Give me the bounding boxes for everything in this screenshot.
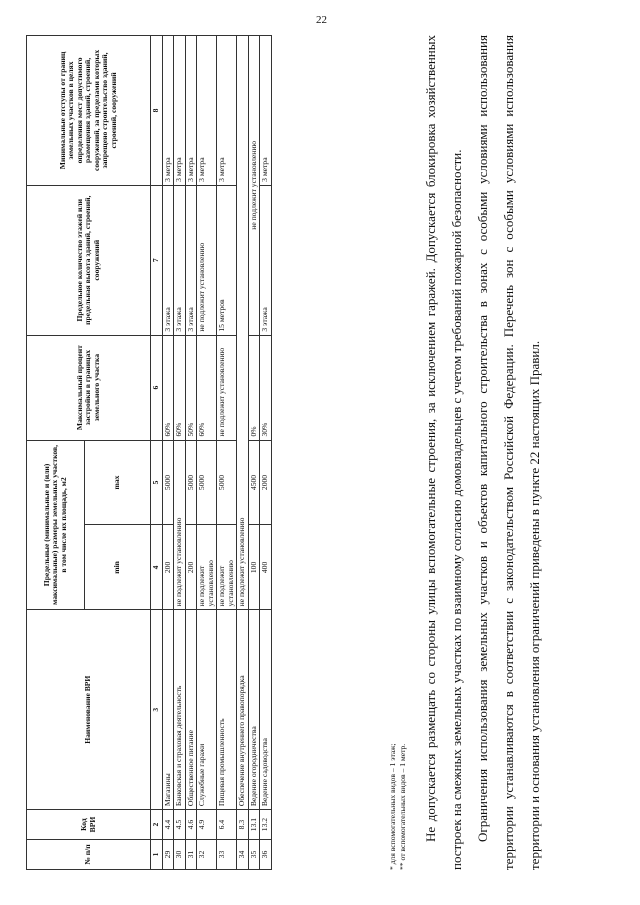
row-size-span: не подлежит установлению <box>174 440 186 610</box>
row-setback: 3 метра <box>162 36 174 186</box>
header-setback: Минимальные отступы от границ земельных участков в целях определения мест допустимого размещения зданий, строений, сооружений, за пределами которых запрещено строительство зданий, строений, сооружений <box>27 36 151 186</box>
row-setback: 3 метра <box>174 36 186 186</box>
page-number: 22 <box>316 14 327 26</box>
table-row <box>174 36 186 870</box>
index-cell: 2 <box>151 810 163 840</box>
paragraph: Не допускается размещать со стороны улицы вспомогательные строения, за исключением гаражей. Допускается блокировка хозяйственных построек на смежных земельных участках по взаимному согласию домовладельцев с учетом требований пожарной безопасности. <box>423 35 464 870</box>
table-row <box>217 36 237 870</box>
row-num: 30 <box>174 840 186 870</box>
row-percent: 60% <box>162 335 174 440</box>
header-max: max <box>85 440 151 525</box>
row-min: 200 <box>185 525 197 610</box>
row-num: 34 <box>237 840 249 870</box>
header-name: Наименование ВРИ <box>27 610 151 810</box>
row-min: 400 <box>260 525 272 610</box>
row-min: не подлежит установлению <box>197 525 217 610</box>
row-code: 4.4 <box>162 810 174 840</box>
row-num: 29 <box>162 840 174 870</box>
row-code: 13.2 <box>260 810 272 840</box>
table-row <box>248 36 260 870</box>
row-percent: 50% <box>185 335 197 440</box>
row-name: Служебные гаражи <box>197 610 217 810</box>
column-index-row <box>151 36 163 870</box>
row-name: Ведение садоводства <box>260 610 272 810</box>
row-num: 33 <box>217 840 237 870</box>
index-cell: 1 <box>151 840 163 870</box>
row-max: 5000 <box>217 440 237 525</box>
row-percent: 60% <box>197 335 217 440</box>
row-all-span: не подлежит установлению <box>237 36 249 610</box>
row-setback: 3 метра <box>217 36 237 186</box>
footnote: ** от вспомогательных видов – 1 метр. <box>397 743 407 870</box>
body-text <box>418 35 548 870</box>
row-max: 4500 <box>248 440 260 525</box>
table-row <box>237 36 249 870</box>
header-floors: Предельное количество этажей или предельная высота зданий, строений, сооружений <box>27 185 151 335</box>
table-row <box>260 36 272 870</box>
row-percent: 0% <box>248 335 260 440</box>
row-tail-span: не подлежит установлению <box>248 36 260 336</box>
table-row <box>185 36 197 870</box>
table-row <box>162 36 174 870</box>
row-min: 200 <box>162 525 174 610</box>
row-name: Пищевая промышленность <box>217 610 237 810</box>
row-name: Банковская и страховая деятельность <box>174 610 186 810</box>
row-floors: 15 метров <box>217 185 237 335</box>
index-cell: 3 <box>151 610 163 810</box>
row-min: 100 <box>248 525 260 610</box>
row-percent: не подлежит установлению <box>217 335 237 440</box>
row-floors: 3 этажа <box>174 185 186 335</box>
row-num: 36 <box>260 840 272 870</box>
row-num: 31 <box>185 840 197 870</box>
header-size-group: Предельные (минимальные и (или) максимальные) размеры земельных участков, в том числе их площадь, м2 <box>27 440 85 610</box>
paragraph: Ограничения использования земельных участков и объектов капитального строительства в зонах с особыми условиями использования территории устанавливаются в соответствии с законодательством Российской Федерации. Перечень зон с особыми условиями использования территории и основания установления ограничений приведены в пункте 22 настоящих Правил. <box>475 35 542 870</box>
row-max: 2000 <box>260 440 272 525</box>
index-cell: 7 <box>151 185 163 335</box>
row-code: 4.5 <box>174 810 186 840</box>
index-cell: 5 <box>151 440 163 525</box>
row-code: 6.4 <box>217 810 237 840</box>
row-num: 32 <box>197 840 217 870</box>
row-max: 5000 <box>197 440 217 525</box>
row-code: 13.1 <box>248 810 260 840</box>
row-code: 4.6 <box>185 810 197 840</box>
row-floors: 3 этажа <box>162 185 174 335</box>
row-floors: 3 этажа <box>185 185 197 335</box>
row-floors: 3 этажа <box>260 185 272 335</box>
zoning-parameters-table <box>26 35 272 870</box>
row-percent: 60% <box>174 335 186 440</box>
rotated-page-content <box>20 10 600 880</box>
row-setback: 3 метра <box>185 36 197 186</box>
table-row <box>197 36 217 870</box>
row-max: 5000 <box>185 440 197 525</box>
row-percent: 30% <box>260 335 272 440</box>
row-code: 8.3 <box>237 810 249 840</box>
header-code: Код ВРИ <box>27 810 151 840</box>
row-num: 35 <box>248 840 260 870</box>
row-name: Магазины <box>162 610 174 810</box>
row-floors: не подлежит установлению <box>197 185 217 335</box>
row-name: Обеспечение внутреннего правопорядка <box>237 610 249 810</box>
header-num: № п/п <box>27 840 151 870</box>
row-name: Ведение огородничества <box>248 610 260 810</box>
row-max: 5000 <box>162 440 174 525</box>
row-min: не подлежит установлению <box>217 525 237 610</box>
row-code: 4.9 <box>197 810 217 840</box>
table-footnotes <box>388 743 408 870</box>
index-cell: 8 <box>151 36 163 186</box>
header-min: min <box>85 525 151 610</box>
index-cell: 4 <box>151 525 163 610</box>
row-name: Общественное питание <box>185 610 197 810</box>
row-setback: 3 метра <box>260 36 272 186</box>
header-percent: Максимальный процент застройки в границах земельного участка <box>27 335 151 440</box>
row-setback: 3 метра <box>197 36 217 186</box>
index-cell: 6 <box>151 335 163 440</box>
footnote: * для вспомогательных видов – 1 этаж; <box>388 743 397 870</box>
